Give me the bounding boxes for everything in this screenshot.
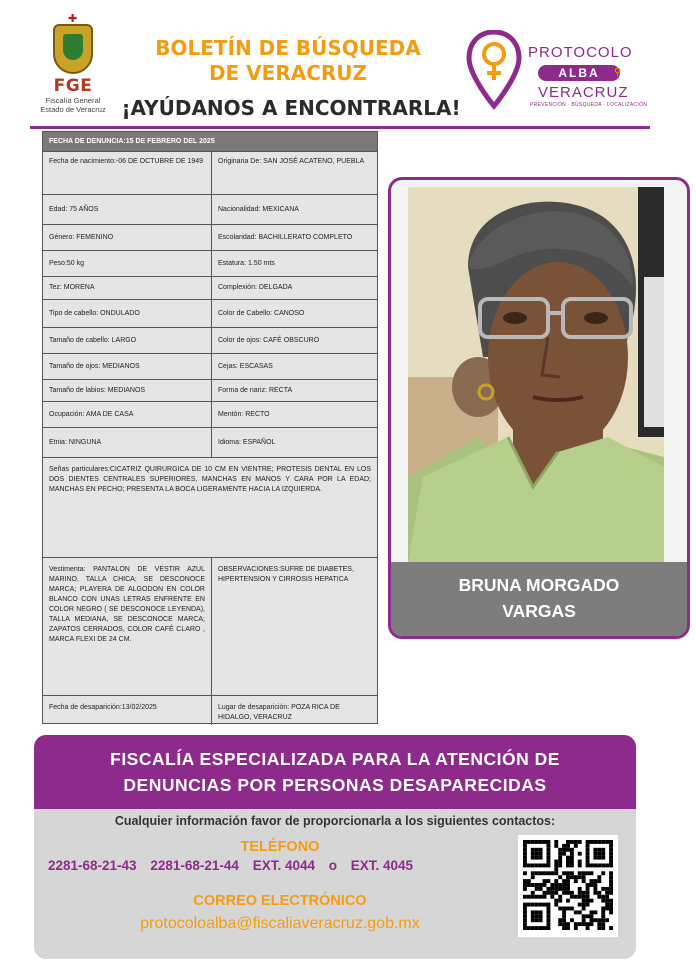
agency-banner <box>34 735 636 809</box>
or-text: o <box>328 858 337 873</box>
table-row <box>43 402 377 428</box>
weight: Peso:50 kg <box>43 251 212 276</box>
extension-1: EXT. 4044 <box>252 858 315 873</box>
report-date-row <box>43 132 377 152</box>
help-heading: ¡AYÚDANOS A ENCONTRARLA! <box>121 96 461 120</box>
qr-code[interactable] <box>518 835 618 937</box>
lip-size: Tamaño de labios: MEDIANOS <box>43 380 212 401</box>
table-row <box>43 558 377 696</box>
extension-2: EXT. 4045 <box>350 858 414 873</box>
bulletin-title-line2: DE VERACRUZ <box>208 61 368 85</box>
protocol-tagline: PREVENCIÓN · BÚSQUEDA · LOCALIZACIÓN <box>530 102 648 108</box>
agency-line1: FISCALÍA ESPECIALIZADA PARA LA ATENCIÓN DE <box>110 749 560 769</box>
location-pin-female-icon <box>466 30 522 110</box>
observations: OBSERVACIONES:SUFRE DE DIABETES, HIPERTENSION Y CIRROSIS HEPATICA <box>218 566 354 583</box>
email-link[interactable]: protocoloalba@fiscaliaveracruz.gob.mx <box>140 915 420 932</box>
fge-abbr: FGE <box>53 76 93 96</box>
bulletin-title <box>128 36 448 86</box>
fge-line2: Estado de Veracruz <box>40 105 106 114</box>
protocolo-alba-logo <box>466 30 646 114</box>
person-name <box>391 562 687 636</box>
report-date-label: FECHA DE DENUNCIA: <box>49 137 126 145</box>
gender: Género: FEMENINO <box>43 225 212 250</box>
education: Escolaridad: BACHILLERATO COMPLETO <box>218 233 353 241</box>
table-row <box>43 251 377 277</box>
nose-shape: Forma de nariz: RECTA <box>218 386 293 394</box>
qr-code-icon <box>523 840 613 932</box>
protocol-badge: ALBA <box>538 65 620 81</box>
nationality: Nacionalidad: MEXICANA <box>218 205 299 213</box>
contact-section <box>34 809 636 959</box>
contact-heading: Cualquier información favor de proporcionarla a los siguientes contactos: <box>114 814 556 828</box>
person-photo <box>408 187 664 562</box>
bulletin-title-line1: BOLETÍN DE BÚSQUEDA <box>155 36 421 60</box>
header <box>0 0 696 130</box>
protocol-bottom-text: VERACRUZ <box>538 84 629 101</box>
table-row <box>43 277 377 300</box>
occupation: Ocupación: AMA DE CASA <box>43 402 212 427</box>
origin: Originaria De: SAN JOSÉ ACATENO, PUEBLA <box>218 158 365 165</box>
hair-type: Tipo de cabello: ONDULADO <box>43 300 212 327</box>
search-icon: ⚲ <box>614 67 622 78</box>
height: Estatura: 1.50 mts <box>218 259 275 267</box>
build: Complexión: DELGADA <box>218 284 293 291</box>
eyebrows: Cejas: ESCASAS <box>218 362 273 370</box>
ethnicity: Etnia: NINGUNA <box>43 428 212 457</box>
table-row <box>43 195 377 225</box>
eye-size: Tamaño de ojos: MEDIANOS <box>43 354 212 379</box>
table-row <box>43 458 377 558</box>
table-row <box>43 354 377 380</box>
skin-tone: Tez: MORENA <box>43 277 212 299</box>
disappearance-date: Fecha de desaparición:13/02/2025 <box>43 696 212 725</box>
table-row <box>43 300 377 328</box>
table-row <box>43 696 377 725</box>
fge-logo <box>38 24 108 120</box>
phone-label: TELÉFONO <box>240 839 320 855</box>
report-date <box>43 132 377 151</box>
person-name-line2: VARGAS <box>502 601 576 621</box>
eye-color: Color de ojos: CAFÉ OBSCURO <box>218 336 320 344</box>
report-date-value: 15 DE FEBRERO DEL 2025 <box>125 137 215 145</box>
person-card <box>388 177 690 639</box>
protocol-top-text: PROTOCOLO <box>528 44 633 61</box>
fge-line1: Fiscalía General <box>45 96 101 105</box>
table-row <box>43 428 377 458</box>
coat-of-arms-icon <box>53 24 93 74</box>
portrait-image <box>408 187 664 562</box>
hair-length: Tamaño de cabello: LARGO <box>43 328 212 353</box>
header-divider <box>30 126 650 129</box>
disappearance-place: Lugar de desaparición: POZA RICA DE HIDALGO, VERACRUZ <box>218 704 340 721</box>
table-row <box>43 152 377 195</box>
clothing: Vestimenta: PANTALON DE VESTIR AZUL MARINO, TALLA CHICA; SE DESCONOCE MARCA; PLAYERA DE ALGODON EN COLOR BLANCO CON UNAS LETRAS ENFRENTE EN COLOR NEGRO ( SE DESCONOCE LEYENDA), TALLA MEDIANA, SE DESCONOCE MARCA; ZAPATOS CERRADOS, COLOR CAFÉ CLARO , MARCA FLEXI DE 24 CM. <box>43 558 212 695</box>
hair-color: Color de Cabello: CANOSO <box>218 309 305 317</box>
person-name-line1: BRUNA MORGADO <box>458 575 620 595</box>
phone-2[interactable]: 2281-68-21-44 <box>150 858 239 873</box>
phone-numbers <box>48 858 526 873</box>
person-data-table <box>42 131 378 724</box>
table-row <box>43 225 377 251</box>
email-label: CORREO ELECTRÓNICO <box>193 893 367 909</box>
agency-line2: DENUNCIAS POR PERSONAS DESAPARECIDAS <box>123 775 547 795</box>
language: Idioma: ESPAÑOL <box>218 438 276 446</box>
age: Edad: 75 AÑOS <box>43 195 212 224</box>
table-row <box>43 380 377 402</box>
chin: Mentón: RECTO <box>218 410 270 418</box>
distinguishing-marks: Señas particulares:CICATRIZ QUIRURGICA DE 10 CM EN VIENTRE; PROTESIS DENTAL EN LOS DOS DIENTES CENTRALES SUPERIORES, MANCHAS EN MANOS Y CARA POR LA EDAD; MANCHAS EN PECHO; PRESENTA LA BOCA LIGERAMENTE HACIA LA IZQUIERDA. <box>49 466 371 493</box>
table-row <box>43 328 377 354</box>
birth-date: Fecha de nacimiento:-06 DE OCTUBRE DE 1949 <box>43 152 212 194</box>
phone-1[interactable]: 2281-68-21-43 <box>48 858 137 873</box>
